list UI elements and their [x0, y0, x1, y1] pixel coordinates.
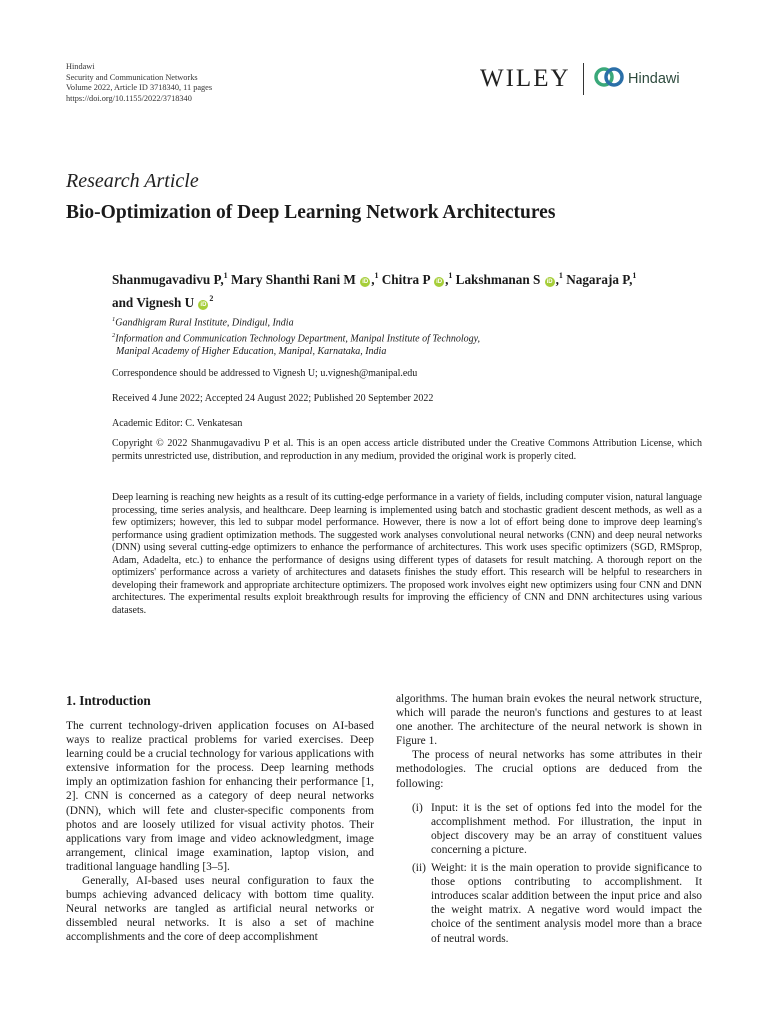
author-name: Nagaraja P,: [566, 272, 633, 287]
author-name: Chitra P: [381, 272, 430, 287]
article-type: Research Article: [66, 170, 199, 192]
paragraph: The current technology-driven application focuses on AI-based ways to realize practical problems for varied exercises. Deep learning could be a crucial technology for various applications with extensive information for the process. Deep learning methods imply an optimization fashion for enhancing their performance [1, 2]. CNN is concerned as a category of deep neural networks (DNN), which will fete and cluster-specific components from photos and are loosely utilized for visual activity photos. Their applications vary from image and video acknowledgment, image arrangement, clinical image examination, laptop vision, and traditional language handling [3–5].: [66, 720, 374, 873]
affiliation-line: $^2$Information and Communication Technology Department, Manipal Institute of Technology,: [112, 331, 481, 345]
author-name: Mary Shanthi Rani M: [230, 272, 356, 287]
author-name: Vignesh U: [136, 295, 195, 310]
journal-meta: [66, 62, 212, 104]
and-word: and: [112, 295, 134, 310]
academic-editor: Academic Editor: C. Venkatesan: [112, 418, 243, 429]
journal-name: Security and Communication Networks: [66, 72, 198, 82]
orcid-icon[interactable]: iD: [546, 279, 553, 285]
publisher-name: Hindawi: [66, 62, 95, 71]
list-item: [396, 861, 702, 946]
volume-line: Volume 2022, Article ID 3718340, 11 pages: [66, 83, 213, 93]
article-title: Bio-Optimization of Deep Learning Network Architectures: [66, 202, 556, 223]
orcid-icon[interactable]: iD: [436, 279, 443, 285]
left-column: [66, 719, 374, 945]
author-name: Shanmugavadivu P,: [112, 272, 224, 287]
author-list: Shanmugavadivu P,$^1$ Mary Shanthi Rani M iD ,$^1$ Chitra P iD ,$^1$ Lakshmanan S iD ,$^1$ Nagaraja P,$^1$ and Vignesh U $iD^2$: [112, 271, 637, 310]
publisher-logos: [480, 62, 680, 96]
orcid-icon[interactable]: iD: [200, 302, 207, 308]
correspondence: Correspondence should be addressed to Vignesh U; u.vignesh@manipal.edu: [112, 368, 418, 379]
abstract: Deep learning is reaching new heights as a result of its cutting-edge performance in a variety of fields, including computer vision, natural language processing, time series analysis, and healthcare. Deep learning is implemented using batch and stochastic gradient descent methods, as well as a few optimizers; however, this led to subpar model performance. However, there is now a lot of effort being done to improve deep learning's performance using gradient optimization methods. The suggested work analyses convolutional neural networks (CNN) and deep neural networks (DNN) using several cutting-edge optimizers to enhance the performance of architectures. This work uses specific optimizers (SGD, RMSprop, Adam, Adadelta, etc.) to enhance the performance of designs using different types of datasets for result matching. A thorough report on the optimizers' performance across a variety of architectures and datasets finishes the study effort. This research will be helpful to researchers in developing their framework and appropriate architecture optimizers. The proposed work involves eight new optimizers using four CNN and DNN architectures. The experimental results exploit breakthrough results for improving the efficiency of CNN and DNN architectures using various datasets.: [112, 492, 702, 616]
list-text: Input: it is the set of options fed into the model for the accomplishment method. For illustration, the input in object discovery may be an array of constituent values concerning a picture.: [431, 801, 702, 856]
copyright-notice: Copyright © 2022 Shanmugavadivu P et al. This is an open access article distributed under the Creative Commons Attribution License, which permits unrestricted use, distribution, and reproduction in any medium, provided the original work is properly cited.: [112, 438, 702, 462]
affiliation-line: Manipal Academy of Higher Education, Manipal, Karnataka, India: [116, 345, 387, 357]
paragraph: The process of neural networks has some attributes in their methodologies. The crucial options are deduced from the following:: [396, 749, 702, 790]
list-text: Weight: it is the main operation to provide significance to those options contributing to accomplishment. It introduces scalar addition between the input price and also the weight matrix. A negative word would impact the choice of the sentiment analysis model more than a brace of neutral words.: [431, 862, 702, 945]
list-label: (ii): [412, 862, 426, 875]
list-label: (i): [412, 801, 423, 814]
affiliation-line: $^1$Gandhigram Rural Institute, Dindigul, India: [112, 316, 294, 329]
list-item: [396, 801, 702, 857]
orcid-icon[interactable]: iD: [362, 279, 369, 285]
logo-divider: [583, 63, 585, 95]
right-column: [396, 692, 702, 946]
affiliations: [112, 314, 480, 358]
wiley-logo: WILEY: [480, 65, 571, 92]
hindawi-logo-text: Hindawi: [628, 71, 680, 87]
paragraph: algorithms. The human brain evokes the neural network structure, which will parade the neuron's functions and gestures to at least one another. The architecture of the neural network is shown in Figure 1.: [396, 693, 702, 748]
doi-link[interactable]: https://doi.org/10.1155/2022/3718340: [66, 93, 192, 103]
publication-dates: Received 4 June 2022; Accepted 24 August 2022; Published 20 September 2022: [112, 393, 434, 404]
paragraph: Generally, AI-based uses neural configuration to faux the bumps achieving advanced delicacy with bottom time quality. Neural networks are tangled as artificial neural networks or dissembled neural networks. It is also a set of machine accomplishments and the core of deep accomplishment: [66, 875, 374, 944]
section-heading: 1. Introduction: [66, 693, 151, 708]
hindawi-logo-icon: [594, 65, 624, 94]
author-name: Lakshmanan S: [455, 272, 541, 287]
